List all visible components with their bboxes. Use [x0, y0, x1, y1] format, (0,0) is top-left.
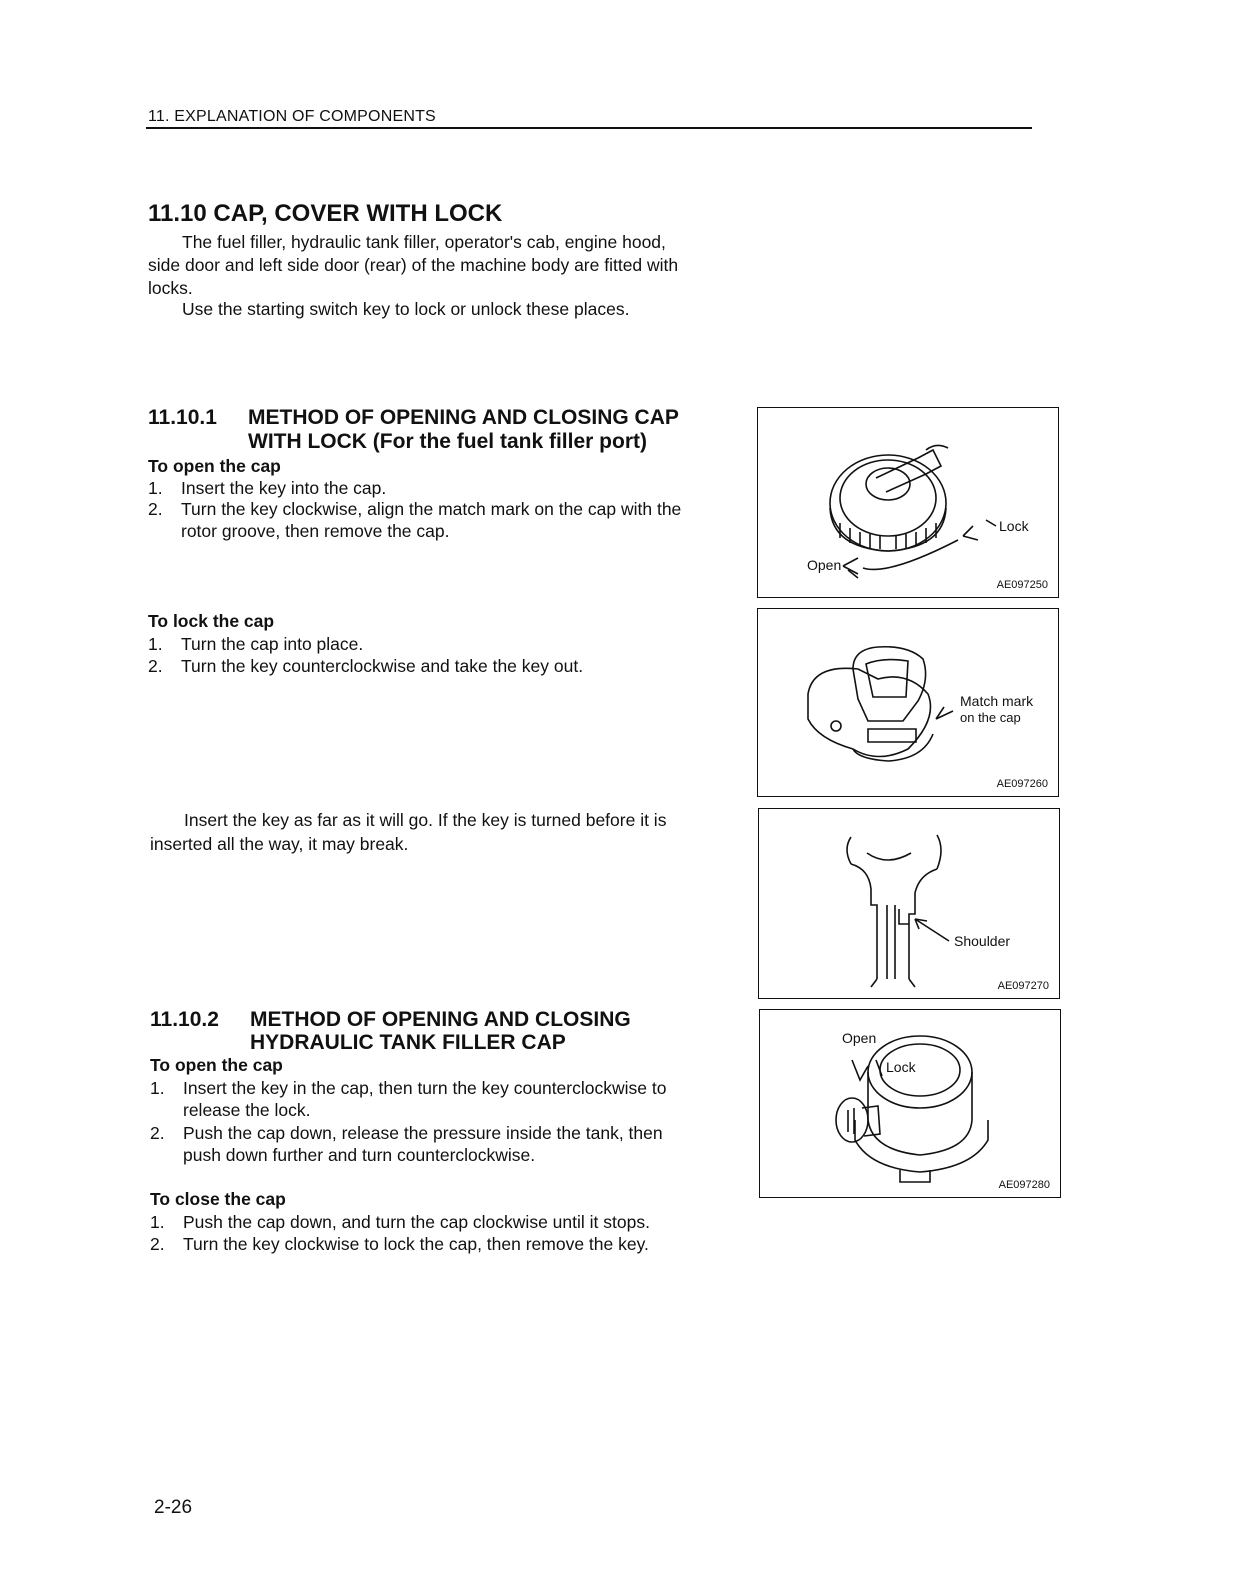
- list-number: 1.: [150, 1078, 165, 1098]
- list-text: Push the cap down, release the pressure inside the tank, then: [183, 1123, 663, 1143]
- subsection-2-title-line-1: METHOD OF OPENING AND CLOSING: [250, 1008, 631, 1031]
- key-shoulder-illustration: [759, 809, 1059, 998]
- list-number: 2.: [148, 656, 163, 676]
- running-header: 11. EXPLANATION OF COMPONENTS: [148, 108, 436, 125]
- list-text: Turn the cap into place.: [181, 634, 364, 654]
- list-number: 1.: [148, 478, 163, 498]
- list-number: 2.: [150, 1123, 165, 1143]
- subsection-1-title-line-2: WITH LOCK (For the fuel tank filler port): [248, 430, 647, 453]
- list-item: [148, 655, 748, 677]
- subsection-2-title-line-2: HYDRAULIC TANK FILLER CAP: [250, 1031, 566, 1054]
- intro-line-4: Use the starting switch key to lock or unlock these places.: [182, 299, 630, 319]
- shoulder-label: Shoulder: [954, 933, 1011, 949]
- header-rule: [146, 127, 1032, 129]
- list-item: [148, 498, 748, 542]
- list-number: 2.: [148, 499, 163, 519]
- figure-hydraulic-cap: [759, 1009, 1061, 1198]
- open-label: Open: [807, 557, 842, 573]
- list-number: 1.: [150, 1212, 165, 1232]
- figure-fuel-cap: [757, 407, 1059, 598]
- subsection-1-number: 11.10.1: [148, 406, 217, 429]
- page-number: 2-26: [154, 1497, 193, 1518]
- section-title: 11.10 CAP, COVER WITH LOCK: [148, 200, 503, 227]
- open-hydraulic-cap-heading: To open the cap: [150, 1055, 283, 1075]
- match-mark-label-line-1: Match mark: [960, 693, 1034, 709]
- note-line-2: inserted all the way, it may break.: [150, 834, 409, 854]
- list-text: Turn the key counterclockwise and take the key out.: [181, 656, 584, 676]
- figure-code: AE097260: [996, 778, 1048, 790]
- figure-code: AE097270: [997, 980, 1049, 992]
- list-item: [150, 1122, 750, 1166]
- figure-code: AE097280: [998, 1179, 1050, 1191]
- list-text: release the lock.: [183, 1100, 311, 1120]
- list-item: [150, 1233, 750, 1255]
- subsection-1-title-line-1: METHOD OF OPENING AND CLOSING CAP: [248, 406, 679, 429]
- intro-line-2: side door and left side door (rear) of the machine body are fitted with: [148, 255, 679, 275]
- note-line-1: Insert the key as far as it will go. If the key is turned before it is: [184, 810, 667, 830]
- hydraulic-cap-illustration: [760, 1010, 1060, 1197]
- match-mark-label-line-2: on the cap: [960, 710, 1021, 725]
- list-text: push down further and turn counterclockwise.: [183, 1145, 536, 1165]
- list-text: Insert the key in the cap, then turn the key counterclockwise to: [183, 1078, 667, 1098]
- figure-key-shoulder: [758, 808, 1060, 999]
- list-item: [150, 1211, 750, 1233]
- intro-line-1: The fuel filler, hydraulic tank filler, operator's cab, engine hood,: [182, 232, 666, 252]
- intro-line-3: locks.: [148, 278, 193, 298]
- hydraulic-lock-label: Lock: [886, 1059, 916, 1075]
- subsection-2-number: 11.10.2: [150, 1008, 219, 1031]
- lock-cap-heading: To lock the cap: [148, 611, 275, 631]
- fuel-cap-illustration: [758, 408, 1058, 597]
- list-number: 2.: [150, 1234, 165, 1254]
- list-text: Insert the key into the cap.: [181, 478, 387, 498]
- list-text: Push the cap down, and turn the cap clockwise until it stops.: [183, 1212, 650, 1232]
- open-cap-heading: To open the cap: [148, 456, 281, 476]
- figure-match-mark: [757, 608, 1059, 797]
- list-item: [148, 633, 748, 655]
- list-text: rotor groove, then remove the cap.: [181, 521, 450, 541]
- list-item: [150, 1077, 750, 1121]
- lock-label: Lock: [999, 518, 1029, 534]
- list-item: [148, 477, 748, 499]
- close-hydraulic-cap-heading: To close the cap: [150, 1189, 286, 1209]
- list-text: Turn the key clockwise to lock the cap, then remove the key.: [183, 1234, 649, 1254]
- list-number: 1.: [148, 634, 163, 654]
- figure-code: AE097250: [996, 579, 1048, 591]
- list-text: Turn the key clockwise, align the match mark on the cap with the: [181, 499, 682, 519]
- hydraulic-open-label: Open: [842, 1030, 877, 1046]
